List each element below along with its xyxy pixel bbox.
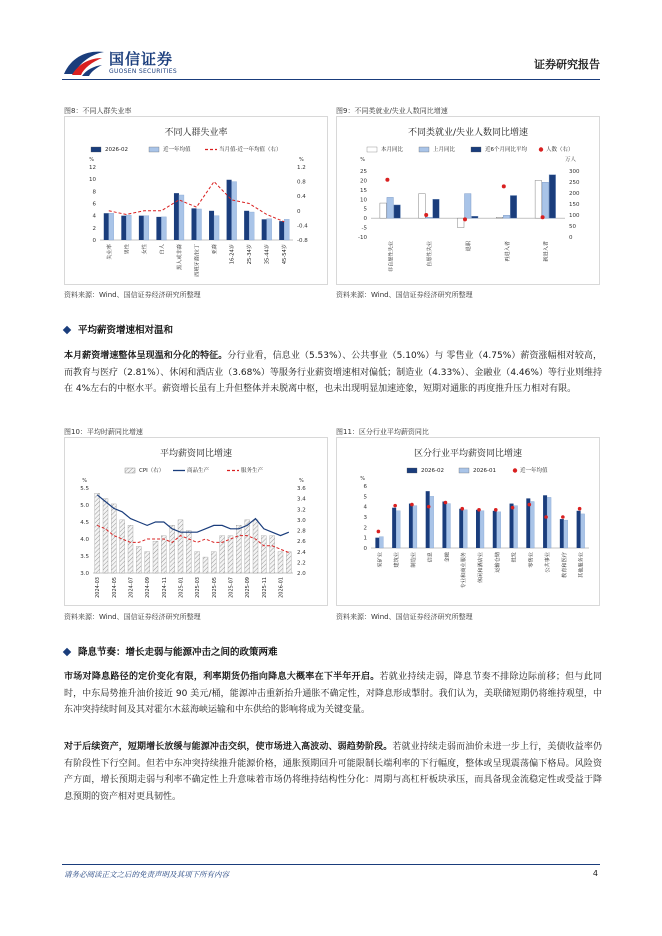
fig9-bar-prev [426, 217, 433, 218]
fig11-xtick: 教育和医疗 [561, 552, 568, 578]
fig9-legend-count-swatch [539, 147, 543, 151]
fig10-ytick-right: 3.6 [297, 486, 306, 492]
footer-disclaimer: 请务必阅读正文之后的免责声明及其项下所有内容 [64, 870, 229, 879]
fig11-legend-feb-swatch [407, 468, 417, 473]
fig10-xtick: 2025-11 [261, 577, 268, 598]
fig9-bar-avg6 [433, 199, 440, 218]
fig10-cpi-bar [161, 536, 166, 573]
fig8-source: 资料来源：Wind、国信证券经济研究所整理 [64, 291, 201, 299]
fig8-bar-2026 [139, 216, 144, 240]
fig11-ytick-left: 6 [363, 484, 367, 490]
fig10-ytick-right: 3.0 [297, 517, 306, 524]
section1-heading-text: 平均薪资增速相对温和 [78, 325, 174, 336]
fig8-svg [65, 117, 327, 284]
fig8-right-unit: % [299, 157, 304, 163]
fig10-legend-cpi-text: CPI（右） [139, 468, 165, 474]
fig11-bar-jan [396, 511, 400, 548]
fig11-xtick: 休闲和酒店业 [478, 552, 484, 584]
fig11-ytick-left: 2 [363, 525, 367, 532]
fig9-bar-avg6 [510, 196, 517, 219]
fig8-xtick: 45-54岁 [282, 244, 289, 265]
fig11-bar-feb [510, 504, 514, 548]
company-logo [62, 48, 212, 78]
fig10-cpi-bar [253, 520, 258, 573]
fig10-ytick-right: 3.2 [297, 507, 306, 514]
fig8-bar-avg [197, 209, 202, 240]
fig10-services-line [97, 525, 289, 552]
fig11-bar-feb [493, 511, 497, 548]
fig8-xtick: 白人 [159, 244, 166, 255]
fig8-ytick-left: 6 [92, 201, 96, 208]
fig10-svg [65, 438, 327, 605]
fig11-legend-avg-text: 近一年均值 [520, 468, 548, 474]
fig9-bar-curr [419, 194, 426, 219]
fig8-bar-avg [214, 216, 219, 240]
fig10-cpi-bar [245, 520, 250, 573]
fig9-right-unit: 万人 [565, 157, 577, 163]
fig11-bar-feb [459, 509, 463, 548]
fig11-ytick-left: 3 [363, 515, 367, 521]
fig8-ytick-left: 8 [92, 189, 96, 196]
fig11-xtick: 批发 [511, 552, 518, 563]
footer-divider [62, 864, 600, 865]
fig11-avg-dot [377, 530, 381, 534]
fig9-legend-curr-swatch [367, 147, 377, 152]
diamond-bullet-icon [63, 647, 71, 655]
fig10-xtick: 2025-09 [245, 577, 252, 598]
fig9-count-dot [463, 217, 467, 221]
fig11-xtick: 金融 [444, 552, 451, 563]
fig8-ytick-left: 2 [92, 225, 96, 232]
fig9-legend-avg6-text: 近6个月同比平均 [485, 147, 527, 153]
fig10-cpi-bar [103, 499, 108, 573]
fig11-bar-feb [426, 491, 430, 548]
fig9-ytick-right: 50 [569, 224, 576, 230]
fig8-xtick: 失业率 [106, 244, 113, 260]
fig10-chart [64, 437, 328, 606]
fig10-xtick: 2024-07 [128, 577, 135, 598]
fig11-avg-dot [477, 508, 481, 512]
fig11-legend-jan-text: 2026-01 [473, 468, 496, 474]
logo-text-en: GUOSEN SECURITIES [109, 68, 178, 75]
fig8-label: 图8：不同人群失业率 [64, 107, 132, 115]
fig11-bar-jan [430, 496, 434, 548]
fig8-ytick-right: 0 [297, 208, 301, 215]
fig11-xtick: 制造业 [410, 552, 417, 568]
fig11-avg-dot [460, 507, 464, 511]
fig8-xtick: 亚裔 [212, 244, 219, 255]
fig8-bar-avg [109, 213, 114, 240]
fig10-ytick-right: 2.4 [297, 549, 306, 556]
fig10-ytick-left: 5.0 [80, 503, 89, 509]
fig9-ytick-right: 100 [569, 213, 580, 219]
section2-heading-text: 降息节奏：增长走弱与能源冲击之间的政策两难 [78, 647, 278, 658]
fig9-source: 资料来源：Wind、国信证券经济研究所整理 [336, 291, 473, 299]
fig8-ytick-left: 0 [92, 238, 96, 244]
fig11-svg [337, 438, 599, 605]
fig8-legend-avg-swatch [149, 147, 159, 152]
fig9-ytick-left: -5 [361, 225, 367, 232]
fig8-bar-2026 [121, 216, 126, 240]
fig10-goods-line [97, 495, 289, 536]
diamond-bullet-icon [63, 325, 71, 333]
guosen-logo-icon [62, 48, 106, 78]
fig9-ytick-right: 150 [569, 202, 580, 208]
fig8-bar-2026 [192, 208, 197, 240]
fig8-xtick: 西班牙裔/拉丁 [194, 244, 201, 277]
fig10-cpi-bar [120, 520, 125, 573]
fig10-label: 图10：平均时薪同比增速 [64, 428, 143, 436]
fig11-bar-jan [581, 514, 585, 548]
fig8-bar-avg [249, 212, 254, 240]
fig8-bar-2026 [227, 180, 232, 240]
header-divider [62, 79, 600, 80]
fig10-xtick: 2026-01 [278, 577, 285, 598]
fig9-ytick-left: -10 [358, 235, 367, 241]
fig8-bar-avg [284, 219, 289, 240]
fig9-ytick-left: 10 [360, 197, 367, 204]
section1-body: 分行业看，信息业（5.53%）、公共事业（5.10%）与 零售业（4.75%）薪资涨幅相对较高，而教育与医疗（2.81%）、休闲和酒店业（3.68%）等服务行业薪资增速相对偏低；制造业（4.33%）、金融业（4.46%）等行业则维持在 4%左右的中枢水平。薪资增长虽有上升但整体并未脱离中枢，也未出现明显加速迹象，短期对通胀的再度推升压力相对有限。 [64, 351, 602, 394]
fig8-bar-2026 [279, 221, 284, 240]
fig10-cpi-bar [153, 541, 158, 573]
fig8-ytick-left: 4 [92, 213, 96, 220]
section2-p1-lead: 市场对降息路径的定价变化有限，利率期货仍指向降息大概率在下半年开启。 [64, 672, 380, 682]
fig11-chart [336, 437, 600, 606]
fig8-bar-2026 [174, 193, 179, 240]
fig8-bar-2026 [209, 211, 214, 240]
section2-p2-lead: 对于后续资产，短期增长放缓与能源冲击交织，使市场进入高波动、弱趋势阶段。 [64, 742, 393, 752]
fig9-bar-avg6 [472, 216, 479, 218]
section2-paragraph-1 [64, 669, 602, 719]
fig8-xtick: 16-24岁 [229, 244, 236, 265]
fig9-ytick-right: 0 [569, 235, 573, 241]
fig10-xtick: 2024-03 [95, 577, 102, 598]
fig9-svg [337, 117, 599, 284]
fig11-xtick: 建筑业 [394, 552, 401, 568]
fig11-legend-jan-swatch [459, 468, 469, 473]
fig10-title: 平均薪资同比增速 [159, 449, 232, 459]
fig9-bar-curr [380, 203, 387, 218]
fig11-bar-feb [409, 504, 413, 548]
fig11-avg-dot [410, 503, 414, 507]
fig11-legend-avg-swatch [513, 468, 517, 472]
fig9-legend-avg6-swatch [471, 147, 481, 152]
fig10-ytick-right: 2.0 [297, 571, 306, 577]
fig10-cpi-bar [186, 531, 191, 574]
fig11-avg-dot [578, 507, 582, 511]
fig11-xtick: 其他服务业 [578, 552, 585, 578]
fig9-ytick-right: 250 [569, 180, 580, 186]
fig8-ytick-right: 0.4 [297, 194, 306, 201]
fig9-caption [336, 106, 448, 116]
fig11-bar-jan [497, 512, 501, 548]
fig10-ytick-right: 2.8 [297, 528, 306, 535]
section2-heading [64, 644, 278, 658]
fig10-ytick-left: 4.0 [80, 537, 89, 543]
fig11-avg-dot [544, 515, 548, 519]
fig8-legend-avg-text: 近一年均值 [163, 147, 191, 153]
fig11-ytick-left: 1 [363, 535, 367, 542]
fig11-bar-jan [514, 506, 518, 548]
fig9-count-dot [541, 215, 545, 219]
fig11-title: 区分行业平均薪资同比增速 [413, 449, 522, 459]
fig10-xtick: 2025-03 [195, 577, 202, 598]
fig10-cpi-bar [128, 525, 133, 573]
fig11-bar-jan [547, 497, 551, 548]
fig10-cpi-bar [270, 536, 275, 573]
fig10-cpi-bar [278, 552, 283, 573]
fig11-bar-jan [446, 504, 450, 548]
report-type: 证券研究报告 [534, 58, 600, 71]
page-header [0, 0, 662, 80]
fig11-ytick-left: 4 [363, 504, 367, 511]
fig10-cpi-bar [145, 552, 150, 573]
fig11-bar-jan [463, 510, 467, 548]
fig9-ytick-left: 5 [363, 206, 367, 213]
fig8-bar-avg [161, 217, 166, 240]
fig11-bar-feb [543, 495, 547, 548]
fig9-label: 图9：不同类就业/失业人数同比增速 [336, 107, 448, 115]
fig8-ytick-right: -0.8 [297, 238, 308, 244]
fig11-label: 图11：区分行业平均薪资同比 [336, 428, 429, 436]
fig8-ytick-left: 12 [89, 165, 96, 171]
fig8-ytick-right: 1.2 [297, 165, 306, 171]
fig8-chart [64, 116, 328, 285]
fig9-bar-prev [542, 182, 549, 218]
fig10-ytick-left: 5.5 [80, 486, 89, 492]
fig10-source: 资料来源：Wind、国信证券经济研究所整理 [64, 613, 201, 621]
fig11-left-unit: % [360, 476, 365, 482]
fig11-bar-feb [577, 511, 581, 548]
fig9-xtick: 新进入者 [543, 241, 550, 262]
fig9-xtick: 非自愿性失业 [388, 241, 395, 273]
fig9-bar-avg6 [394, 205, 401, 218]
fig10-legend-services-text: 服务生产 [241, 468, 264, 474]
fig9-bar-prev [465, 194, 472, 219]
fig8-bar-2026 [156, 217, 161, 240]
fig10-cpi-bar [170, 525, 175, 573]
fig11-xtick: 公共事业 [545, 552, 552, 573]
fig11-legend-feb-text: 2026-02 [421, 468, 444, 474]
fig9-legend-prev-swatch [419, 147, 429, 152]
fig11-caption [336, 427, 429, 437]
fig10-xtick: 2024-11 [161, 577, 168, 598]
fig10-ytick-left: 3.0 [80, 571, 89, 577]
fig11-ytick-left: 0 [363, 546, 367, 552]
fig10-xtick: 2024-09 [145, 577, 152, 598]
fig8-bar-2026 [104, 213, 109, 240]
fig9-bar-prev [503, 215, 510, 218]
fig10-ytick-left: 3.5 [80, 554, 89, 560]
fig9-bar-prev [387, 197, 394, 218]
fig8-legend-diff-text: 当月值-近一年均值（右） [219, 147, 282, 153]
fig11-xtick: 运输仓储 [494, 552, 501, 573]
fig9-ytick-left: 15 [360, 187, 367, 194]
fig11-avg-dot [427, 505, 431, 509]
fig11-bar-feb [392, 508, 396, 548]
fig11-avg-dot [444, 501, 448, 505]
fig8-xtick: 女性 [141, 244, 148, 255]
fig10-cpi-bar [95, 493, 100, 573]
fig11-bar-feb [442, 502, 446, 549]
fig10-cpi-bar [195, 552, 200, 573]
fig10-cpi-bar [236, 525, 241, 573]
fig10-cpi-bar [203, 557, 208, 573]
fig8-legend-2026-swatch [91, 147, 101, 152]
fig8-bar-avg [232, 182, 237, 240]
fig10-cpi-bar [111, 504, 116, 573]
fig11-bar-feb [560, 519, 564, 548]
fig9-xtick: 退职 [466, 241, 472, 252]
fig10-xtick: 2025-07 [228, 577, 235, 598]
fig10-cpi-bar [228, 536, 233, 573]
fig9-xtick: 再进入者 [504, 241, 511, 262]
fig10-xtick: 2025-01 [178, 577, 185, 598]
section2-paragraph-2 [64, 739, 602, 805]
fig11-ytick-left: 5 [363, 494, 367, 501]
fig9-legend-count-text: 人数（右） [546, 147, 574, 153]
fig10-cpi-bar [261, 536, 266, 573]
fig9-bar-curr [496, 217, 503, 218]
fig8-ytick-right: 0.8 [297, 179, 306, 186]
fig9-ytick-right: 300 [569, 169, 580, 175]
fig11-bar-jan [413, 506, 417, 548]
section2-p1-body: 若就业持续走弱，降息节奏不排除边际前移；但与此同时，中东局势推升油价接近 90 美元/桶，能源冲击重新抬升通胀不确定性，对降息形成掣肘。我们认为，美联储短期仍将维持观望，中东冲突持续时间及其对霍尔木兹海峡运输和中东供给的影响将成为关键变量。 [64, 672, 602, 715]
section2-p2-body: 若就业持续走弱而油价未进一步上行，美债收益率仍有阶段性下行空间。但若中东冲突持续推升能源价格，通胀预期回升可能限制长端利率的下行幅度，整体或呈现震荡偏下格局。风险资产方面，增长预期走弱与利率不确定性上升意味着市场仍将维持结构性分化：周期与高杠杆板块承压，而具备现金流稳定性或受益于降息预期的资产相对更具韧性。 [64, 742, 602, 802]
fig9-ytick-left: 20 [360, 178, 367, 185]
fig10-ytick-left: 4.5 [80, 520, 89, 526]
fig10-caption [64, 427, 143, 437]
fig8-bar-2026 [262, 219, 267, 240]
fig8-xtick: 25-34岁 [247, 244, 254, 265]
fig11-bar-jan [564, 520, 568, 548]
fig10-xtick: 2024-05 [111, 577, 118, 598]
fig11-source: 资料来源：Wind、国信证券经济研究所整理 [336, 613, 473, 621]
fig11-bar-jan [480, 511, 484, 548]
fig9-bar-avg6 [549, 175, 556, 218]
fig9-count-dot [424, 213, 428, 217]
fig11-avg-dot [494, 508, 498, 512]
fig8-xtick: 黑人或非裔 [176, 244, 183, 270]
fig9-title: 不同类就业/失业人数同比增速 [407, 128, 529, 138]
fig11-avg-dot [511, 506, 515, 510]
fig9-xtick: 自愿性失业 [427, 241, 434, 267]
fig8-bar-avg [126, 215, 131, 240]
fig11-avg-dot [561, 515, 565, 519]
fig8-title: 不同人群失业率 [164, 128, 228, 138]
fig10-legend-goods-text: 商品生产 [187, 468, 210, 474]
fig9-legend-curr-text: 本月同比 [381, 147, 404, 153]
fig10-cpi-bar [211, 552, 216, 573]
fig11-avg-dot [528, 503, 532, 507]
fig11-avg-dot [393, 504, 397, 508]
fig8-bar-avg [267, 219, 272, 240]
fig8-xtick: 35-44岁 [264, 244, 271, 265]
fig8-bar-avg [179, 195, 184, 240]
fig8-ytick-left: 10 [89, 177, 96, 184]
fig10-ytick-right: 2.6 [297, 539, 306, 546]
fig11-xtick: 信息 [427, 552, 434, 563]
fig10-cpi-bar [136, 546, 141, 573]
fig10-cpi-bar [178, 520, 183, 573]
fig9-legend-prev-text: 上月同比 [433, 147, 456, 153]
fig9-chart [336, 116, 600, 285]
fig8-caption [64, 106, 131, 116]
fig10-right-unit: % [299, 478, 304, 484]
fig11-bar-feb [476, 510, 480, 548]
fig11-bar-jan [530, 502, 534, 549]
fig8-xtick: 男性 [124, 244, 131, 255]
fig11-bar-feb [375, 538, 379, 548]
fig11-xtick: 专业和商业服务 [461, 552, 468, 589]
fig9-count-dot [502, 184, 506, 188]
fig8-ytick-right: -0.4 [297, 223, 308, 230]
fig10-ytick-right: 3.4 [297, 496, 306, 503]
fig10-left-unit: % [82, 478, 87, 484]
fig11-xtick: 采矿业 [377, 552, 384, 568]
fig10-xtick: 2025-05 [211, 577, 218, 598]
fig10-legend-cpi-swatch [125, 468, 135, 473]
fig8-bar-avg [144, 216, 149, 240]
section1-heading [64, 322, 173, 336]
fig9-ytick-right: 200 [569, 191, 580, 197]
fig9-count-dot [385, 178, 389, 182]
fig8-legend-2026-text: 2026-02 [105, 147, 128, 153]
fig9-bar-curr [535, 180, 542, 218]
section1-lead: 本月薪资增速整体呈现温和分化的特征。 [64, 351, 228, 361]
page-number: 4 [592, 869, 598, 878]
fig8-bar-2026 [244, 211, 249, 240]
fig9-ytick-left: 0 [363, 216, 367, 223]
section1-paragraph [64, 348, 602, 398]
fig10-ytick-right: 2.2 [297, 560, 306, 567]
fig10-cpi-bar [286, 552, 291, 573]
fig9-left-unit: % [360, 157, 365, 163]
logo-text-cn: 国信证券 [109, 50, 174, 68]
fig11-bar-jan [379, 537, 383, 548]
fig8-left-unit: % [89, 157, 94, 163]
fig9-ytick-left: 25 [360, 169, 367, 175]
fig11-xtick: 零售业 [528, 552, 535, 568]
